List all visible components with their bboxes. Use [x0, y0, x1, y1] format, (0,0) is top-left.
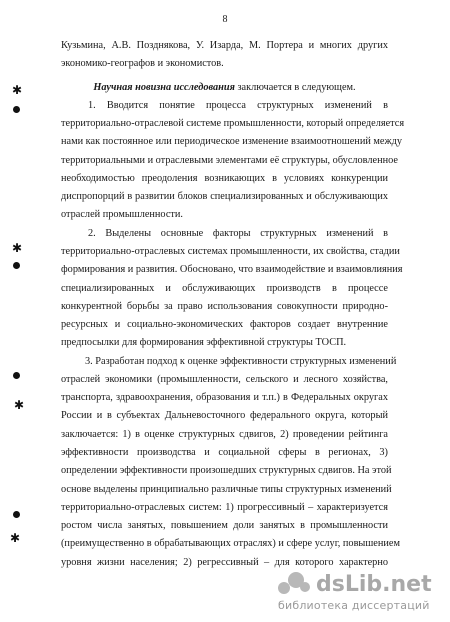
text-line: определении эффективности произошедших структурных сдвигов. На этой: [61, 465, 392, 476]
punch-hole-dot: [13, 106, 20, 113]
text-line: (преимущественно в обрабатывающих отраслях) и сфере услуг, повышением: [61, 538, 400, 549]
bug-icon: ✱: [12, 83, 23, 97]
text-line: Кузьмина, А.В. Позднякова, У. Изарда, М. Портера и многих других: [61, 40, 388, 51]
text-line: транспорта, здравоохранения, образования и т.п.) в Федеральных округах: [61, 392, 388, 403]
text-line: формирования и развития. Обосновано, что взаимодействие и взаимовлияния: [61, 264, 403, 275]
bug-icon: ✱: [12, 241, 23, 255]
text-line: территориальными и отраслевыми элементами её структуры, обусловленное: [61, 155, 398, 166]
text-line: уровня жизни населения; 2) регрессивный – для которого характерно: [61, 557, 388, 568]
text-line: нами как постоянное или периодическое изменение взаимоотношений между: [61, 136, 403, 147]
page-number: 8: [222, 14, 228, 25]
bug-icon: ✱: [10, 531, 21, 545]
punch-hole-dot: [13, 262, 20, 269]
text-line: отраслей экономики (промышленности, сельского и лесного хозяйства,: [61, 374, 388, 385]
text-line: ресурсных и социально-экономических факторов создает внутренние: [61, 319, 388, 330]
punch-hole-dot: [13, 372, 20, 379]
bubbles-icon: [278, 568, 312, 596]
text-line: экономико-географов и экономистов.: [61, 58, 224, 69]
text-line: конкурентной борьбы за право использования совокупности природно-: [61, 301, 388, 312]
text-line: специализированных и обслуживающих производств в процессе: [61, 283, 388, 294]
text-line: предпосылки для формирования эффективной структуры ТОСП.: [61, 337, 347, 348]
text-line: необходимостью преодоления возникающих в условиях конкуренции: [61, 173, 388, 184]
text-line: основе выделены принципиально различные типы структурных изменений: [61, 484, 392, 495]
text-line: территориально-отраслевых систем: 1) прогрессивный – характеризуется: [61, 502, 388, 513]
text-line: ростом числа занятых, повышением доли занятых в промышленности: [61, 520, 388, 531]
text-line: заключается: 1) в оценке структурных сдвигов, 2) проведении рейтинга: [61, 429, 388, 440]
text-line: территориально-отраслевой системе промышленности, который определяется: [61, 118, 405, 129]
text-line: 1. Вводится понятие процесса структурных изменений в: [88, 100, 388, 111]
punch-hole-dot: [13, 511, 20, 518]
watermark-logo: [278, 568, 438, 596]
text-line: диспропорций в развитии блоков специализированных и обслуживающих: [61, 191, 388, 202]
text-line: 2. Выделены основные факторы структурных изменений в: [88, 228, 388, 239]
watermark: [278, 568, 438, 612]
watermark-subtitle: библиотека диссертаций: [278, 599, 430, 612]
novelty-heading: [61, 82, 388, 94]
text-line: отраслей промышленности.: [61, 209, 183, 220]
novelty-rest: заключается в следующем.: [234, 82, 356, 93]
text-line: территориально-отраслевых системах промышленности, их свойства, стадии: [61, 246, 400, 257]
text-line: России и в субъектах Дальневосточного федерального округа, который: [61, 410, 388, 421]
bug-icon: ✱: [14, 398, 25, 412]
text-line: 3. Разработан подход к оценке эффективности структурных изменений: [85, 356, 397, 367]
watermark-title: dsLib.net: [316, 572, 432, 597]
text-line: эффективности производства и социальной сферы в регионах, 3): [61, 447, 388, 458]
novelty-emphasis: Научная новизна исследования: [93, 82, 235, 93]
